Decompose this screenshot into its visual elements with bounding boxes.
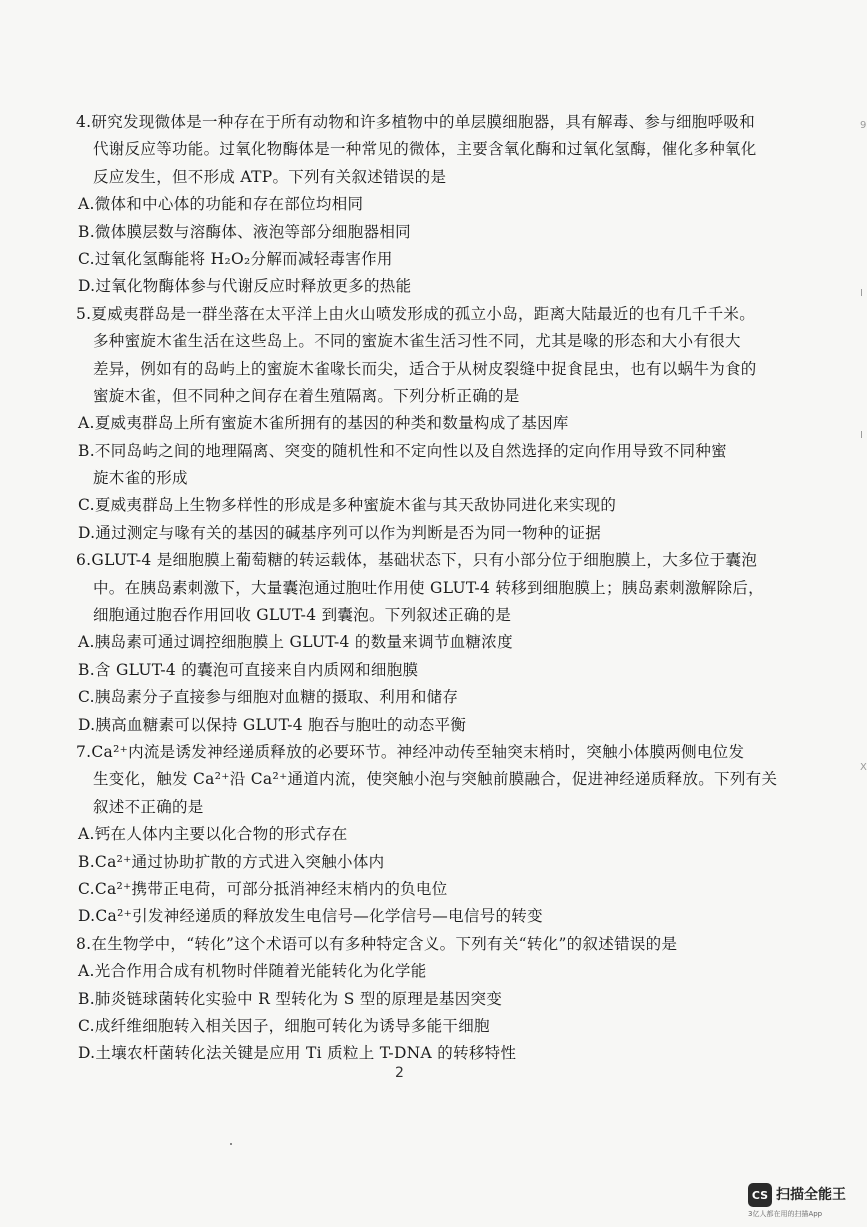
option-b-continuation: 旋木雀的形成 — [93, 469, 188, 488]
question-8 — [76, 935, 736, 1063]
question-stem-line: 叙述不正确的是 — [93, 797, 204, 816]
question-stem-line: 多种蜜旋木雀生活在这些岛上。不同的蜜旋木雀生活习性不同，尤其是喙的形态和大小有很大 — [93, 332, 741, 351]
question-stem-line: 7.Ca²⁺内流是诱发神经递质释放的必要环节。神经冲动传至轴突末梢时，突触小体膜两侧电位发 — [76, 742, 745, 761]
option-a: A.胰岛素可通过调控细胞膜上 GLUT-4 的数量来调节血糖浓度 — [78, 633, 513, 652]
question-stem-line: 蜜旋木雀，但不同种之间存在着生殖隔离。下列分析正确的是 — [93, 386, 520, 405]
option-b: B.不同岛屿之间的地理隔离、突变的随机性和不定向性以及自然选择的定向作用导致不同种蜜 — [78, 441, 727, 460]
question-stem-line: 中。在胰岛素刺激下，大量囊泡通过胞吐作用使 GLUT-4 转移到细胞膜上；胰岛素刺激解除后， — [93, 578, 764, 597]
option-b: B.微体膜层数与溶酶体、液泡等部分细胞器相同 — [78, 222, 411, 241]
question-7 — [76, 742, 778, 926]
option-d: D.胰高血糖素可以保持 GLUT-4 胞吞与胞吐的动态平衡 — [78, 715, 467, 734]
option-b: B.含 GLUT-4 的囊泡可直接来自内质网和细胞膜 — [78, 660, 419, 679]
edge-mark: 9 — [860, 120, 867, 131]
option-a: A.夏威夷群岛上所有蜜旋木雀所拥有的基因的种类和数量构成了基因库 — [78, 414, 569, 433]
watermark-subtitle: 3亿人都在用的扫描App — [748, 1210, 823, 1218]
option-c: C.胰岛素分子直接参与细胞对血糖的摄取、利用和储存 — [78, 688, 459, 707]
edge-mark: X — [860, 762, 867, 773]
question-stem-line: 8.在生物学中，“转化”这个术语可以有多种特定含义。下列有关“转化”的叙述错误的是 — [76, 934, 678, 953]
question-5 — [76, 304, 757, 542]
camscanner-logo-icon: CS — [748, 1183, 772, 1207]
question-stem-line: 代谢反应等功能。过氧化物酶体是一种常见的微体，主要含氧化酶和过氧化氢酶，催化多种氧化 — [93, 140, 757, 159]
page-number: 2 — [395, 1065, 404, 1081]
question-stem-line: 生变化，触发 Ca²⁺沿 Ca²⁺通道内流，使突触小泡与突触前膜融合，促进神经递质释放。下列有关 — [93, 770, 778, 789]
question-stem-line: 细胞通过胞吞作用回收 GLUT-4 到囊泡。下列叙述正确的是 — [93, 606, 512, 625]
option-d: D.Ca²⁺引发神经递质的释放发生电信号—化学信号—电信号的转变 — [78, 907, 543, 926]
edge-mark: I — [860, 430, 863, 441]
option-b: B.Ca²⁺通过协助扩散的方式进入突触小体内 — [78, 852, 385, 871]
question-stem-line: 5.夏威夷群岛是一群坐落在太平洋上由火山喷发形成的孤立小岛，距离大陆最近的也有几千千米。 — [76, 304, 755, 323]
question-stem-line: 反应发生，但不形成 ATP。下列有关叙述错误的是 — [93, 167, 447, 186]
watermark-title: 扫描全能王 — [776, 1187, 846, 1203]
option-c: C.Ca²⁺携带正电荷，可部分抵消神经末梢内的负电位 — [78, 879, 448, 898]
option-a: A.微体和中心体的功能和存在部位均相同 — [78, 195, 364, 214]
scan-speck — [230, 1143, 232, 1145]
option-a: A.钙在人体内主要以化合物的形式存在 — [78, 825, 348, 844]
question-list — [76, 113, 778, 1072]
question-stem-line: 6.GLUT-4 是细胞膜上葡萄糖的转运载体，基础状态下，只有小部分位于细胞膜上，大多位于囊泡 — [76, 551, 758, 570]
question-stem-line: 4.研究发现微体是一种存在于所有动物和许多植物中的单层膜细胞器，具有解毒、参与细胞呼吸和 — [76, 113, 755, 131]
option-a: A.光合作用合成有机物时伴随着光能转化为化学能 — [78, 962, 427, 981]
option-d: D.土壤农杆菌转化法关键是应用 Ti 质粒上 T-DNA 的转移特性 — [78, 1044, 517, 1063]
question-stem-line: 差异，例如有的岛屿上的蜜旋木雀喙长而尖，适合于从树皮裂缝中捉食昆虫，也有以蜗牛为食的 — [93, 359, 757, 378]
option-c: C.过氧化氢酶能将 H₂O₂分解而减轻毒害作用 — [78, 249, 393, 268]
option-c: C.成纤维细胞转入相关因子，细胞可转化为诱导多能干细胞 — [78, 1016, 490, 1035]
edge-mark: I — [860, 288, 863, 299]
question-6 — [76, 551, 764, 734]
option-d: D.过氧化物酶体参与代谢反应时释放更多的热能 — [78, 277, 412, 296]
option-d: D.通过测定与喙有关的基因的碱基序列可以作为判断是否为同一物种的证据 — [78, 523, 602, 542]
camscanner-watermark — [748, 1181, 858, 1217]
option-c: C.夏威夷群岛上生物多样性的形成是多种蜜旋木雀与其天敌协同进化来实现的 — [78, 496, 617, 515]
option-b: B.肺炎链球菌转化实验中 R 型转化为 S 型的原理是基因突变 — [78, 989, 503, 1008]
question-4 — [76, 113, 757, 296]
